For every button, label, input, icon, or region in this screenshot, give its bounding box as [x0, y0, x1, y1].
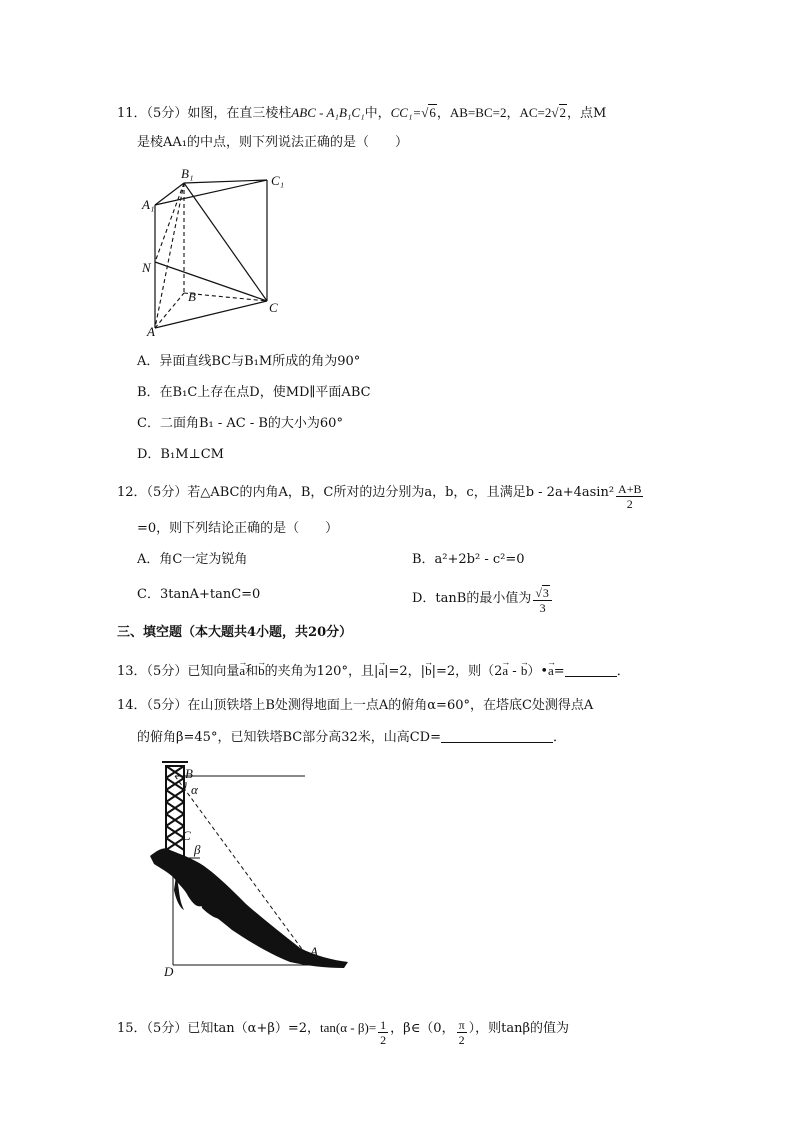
- mountain-shape: [150, 848, 348, 968]
- q12-option-d: D．tanB的最小值为 $\frac{√3}{3}$: [412, 586, 554, 615]
- q12-option-b: B．a²+2b² - c²=0: [412, 552, 525, 567]
- q15-fraction-half: $\frac{1}{2}$: [380, 1018, 387, 1047]
- tower-mountain-figure: [140, 758, 360, 978]
- q14-answer-blank: [441, 729, 553, 743]
- q11-option-a: A．异面直线BC与B₁M所成的角为90°: [137, 354, 361, 369]
- fig-label-c: C: [182, 828, 191, 843]
- fig-label-d: D: [164, 964, 174, 979]
- q11-option-d: D．B₁M⊥CM: [137, 447, 224, 462]
- q12-option-d-fraction: $\frac{√3}{3}$: [533, 586, 552, 615]
- sqrt-2: √2: [551, 105, 567, 120]
- label-a1: A₁: [142, 197, 155, 212]
- q15-fraction-pi-half: $\frac{\pi}{2}$: [458, 1018, 465, 1047]
- label-c1: C₁: [271, 173, 285, 188]
- q11-line1: 11．（5分）如图，在直三棱柱ABC - A₁B₁C₁中，CC₁=√6，AB=BC=2，AC=2√2，点M: [117, 105, 607, 121]
- fig-label-alpha: α: [191, 782, 198, 797]
- q14-line2: 的俯角β=45°，已知铁塔BC部分高32米，山高CD= ．: [137, 730, 567, 745]
- q12-option-a: A．角C一定为锐角: [137, 552, 248, 567]
- label-b: B: [188, 289, 196, 304]
- label-b1: B₁: [181, 166, 194, 181]
- label-a: A: [147, 324, 155, 339]
- section3-heading: 三、填空题（本大题共4小题，共20分）: [117, 625, 353, 640]
- label-c: C: [269, 300, 278, 315]
- fig-label-a: A: [310, 944, 318, 959]
- fig-label-beta: β: [194, 842, 201, 857]
- q11-option-b: B．在B₁C上存在点D，使MD∥平面ABC: [137, 385, 371, 400]
- fig-label-b: B: [185, 766, 193, 781]
- sqrt-6: √6: [421, 105, 436, 120]
- q13-line: 13．（5分）已知向量→ a和→ b的夹角为120°，且|→ a|=2，|→ b|=2，则（2→ a - → b）•→ a= ．: [117, 662, 630, 681]
- q11-line2: 是棱AA₁的中点，则下列说法正确的是（ ）: [137, 135, 408, 150]
- q11-option-c: C．二面角B₁ - AC - B的大小为60°: [137, 416, 343, 431]
- q12-option-c: C．3tanA+tanC=0: [137, 587, 261, 602]
- q15-line: 15．（5分）已知tan（α+β）=2，tan(α - β)= $\frac{1}{2}$ ，β∈（0， $\frac{\pi}{2}$ ），则tanβ的值为: [117, 1018, 570, 1047]
- q12-line1: 12．（5分）若△ABC的内角A，B，C所对的边分别为a，b，c，且满足b - 2a+4asin² $\frac{A+B}{2}$: [117, 482, 642, 511]
- q14-line1: 14．（5分）在山顶铁塔上B处测得地面上一点A的俯角α=60°，在塔底C处测得点A: [117, 698, 594, 713]
- q13-answer-blank: [565, 663, 617, 677]
- label-n: N: [142, 260, 151, 275]
- prism-figure: [135, 168, 295, 338]
- q12-fraction: $\frac{A+B}{2}$: [618, 482, 642, 511]
- q12-line2: =0，则下列结论正确的是（ ）: [137, 521, 339, 536]
